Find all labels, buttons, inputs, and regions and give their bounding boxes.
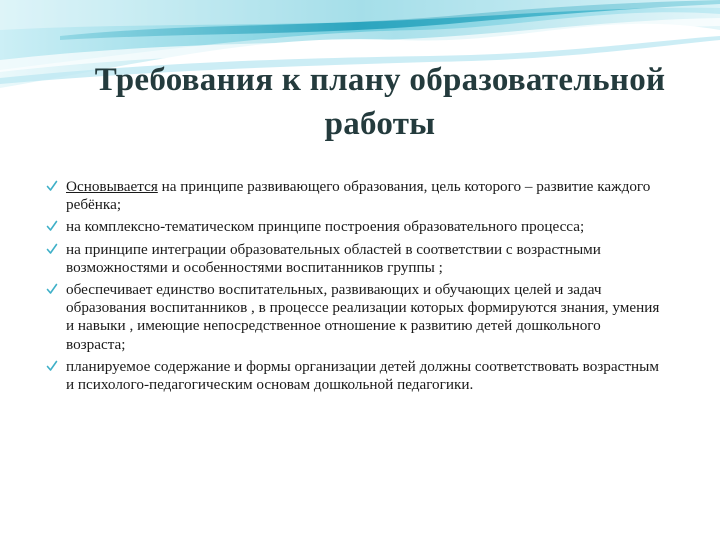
list-item: [44, 218, 664, 236]
bullet-text: обеспечивает единство воспитательных, развивающих и обучающих целей и задач образования воспитанников , в процессе реализации которых формируются знания, умения и навыки , имеющие непосредственное отношение к развитию детей дошкольного возраста;: [66, 281, 660, 353]
list-item: [44, 178, 664, 214]
list-item: [44, 358, 664, 394]
check-icon: [46, 359, 58, 373]
bullet-lead: Основывается: [66, 178, 158, 195]
slide-title: Требования к плану образовательной работы: [94, 62, 666, 142]
requirements-list: [44, 178, 664, 398]
check-icon: [46, 219, 58, 233]
list-item: [44, 241, 664, 277]
bullet-text: планируемое содержание и формы организации детей должны соответствовать возрастным и психолого-педагогическим основам дошкольной педагогики.: [66, 357, 659, 394]
bullet-text: на принципе развивающего образования, цель которого – развитие каждого ребёнка;: [66, 178, 651, 214]
list-item: [44, 281, 664, 354]
bullet-text: на комплексно-тематическом принципе построения образовательного процесса;: [66, 218, 585, 236]
check-icon: [46, 282, 58, 296]
bullet-text: на принципе интеграции образовательных областей в соответствии с возрастными возможностями и особенностями воспитанников группы ;: [66, 240, 601, 276]
check-icon: [46, 242, 58, 256]
check-icon: [46, 179, 58, 193]
